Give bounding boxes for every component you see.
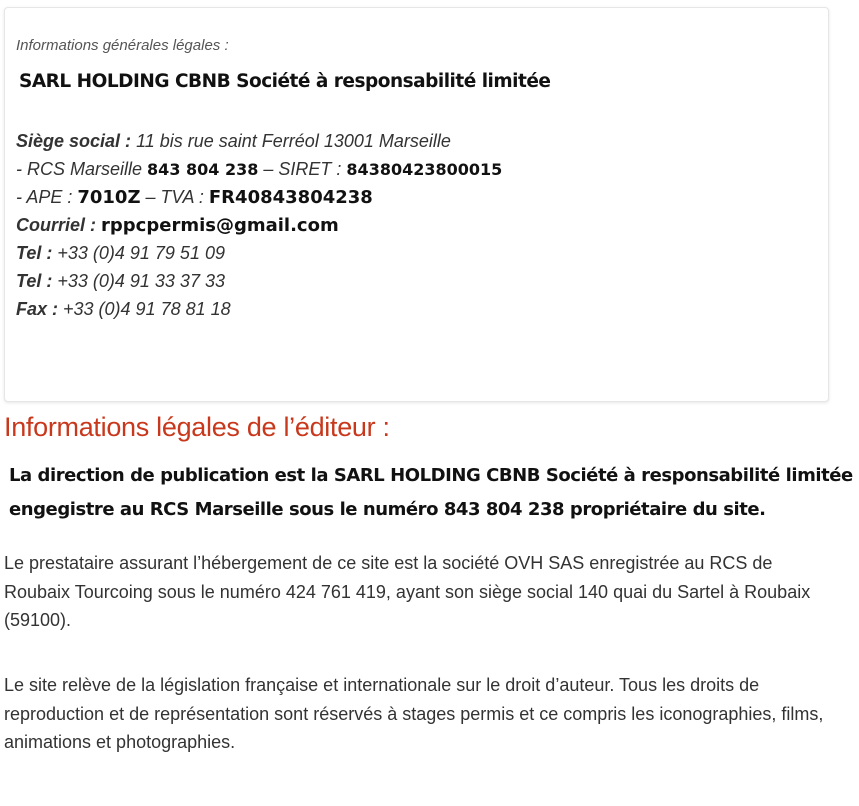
tel1-value: +33 (0)4 91 79 51 09 bbox=[52, 243, 225, 263]
tva-value: FR40843804238 bbox=[208, 187, 373, 208]
publication-statement: La direction de publication est la SARL HOLDING CBNB Société à responsabilité limitée engegistre au RCS Marseille sous le numéro 843 804 238 propriétaire du site. bbox=[9, 465, 853, 520]
company-name: SARL HOLDING CBNB Société à responsabilité limitée bbox=[19, 71, 551, 92]
legal-info-card bbox=[4, 7, 829, 402]
ape-value: 7010Z bbox=[77, 187, 141, 208]
siret-label: – SIRET : bbox=[258, 159, 347, 179]
rcs-value: 843 804 238 bbox=[147, 160, 259, 179]
courriel-value: rppcpermis@gmail.com bbox=[101, 215, 339, 236]
tel1-label: Tel : bbox=[16, 243, 53, 263]
siege-line bbox=[16, 127, 451, 155]
rcs-siret-line bbox=[16, 155, 502, 184]
siege-label: Siège social : bbox=[16, 131, 132, 151]
hosting-paragraph: Le prestataire assurant l’hébergement de ce site est la société OVH SAS enregistrée au RCS de Roubaix Tourcoing sous le numéro 424 761 419, ayant son siège social 140 quai du Sartel à Roubaix (59100). bbox=[4, 553, 811, 630]
rcs-label: - RCS Marseille bbox=[16, 159, 143, 179]
tel2-value: +33 (0)4 91 33 37 33 bbox=[52, 271, 225, 291]
ape-tva-line bbox=[16, 183, 373, 212]
tel1-line bbox=[16, 239, 225, 267]
ape-label: - APE : bbox=[16, 187, 78, 207]
siret-value: 84380423800015 bbox=[346, 160, 503, 179]
fax-label: Fax : bbox=[16, 299, 59, 319]
fax-value: +33 (0)4 91 78 81 18 bbox=[58, 299, 231, 319]
courriel-line bbox=[16, 211, 339, 240]
card-label: Informations générales légales : bbox=[16, 37, 229, 54]
editor-section-title: Informations légales de l’éditeur : bbox=[4, 412, 390, 442]
tva-label: – TVA : bbox=[140, 187, 209, 207]
courriel-label: Courriel : bbox=[16, 215, 97, 235]
siege-value: 11 bis rue saint Ferréol 13001 Marseille bbox=[131, 131, 451, 151]
copyright-paragraph: Le site relève de la législation française et internationale sur le droit d’auteur. Tous les droits de reproduction et de représentation sont réservés à stages permis et ce compris les iconographies, films, animations et photographies. bbox=[4, 675, 824, 752]
fax-line bbox=[16, 295, 231, 323]
tel2-label: Tel : bbox=[16, 271, 53, 291]
tel2-line bbox=[16, 267, 225, 295]
